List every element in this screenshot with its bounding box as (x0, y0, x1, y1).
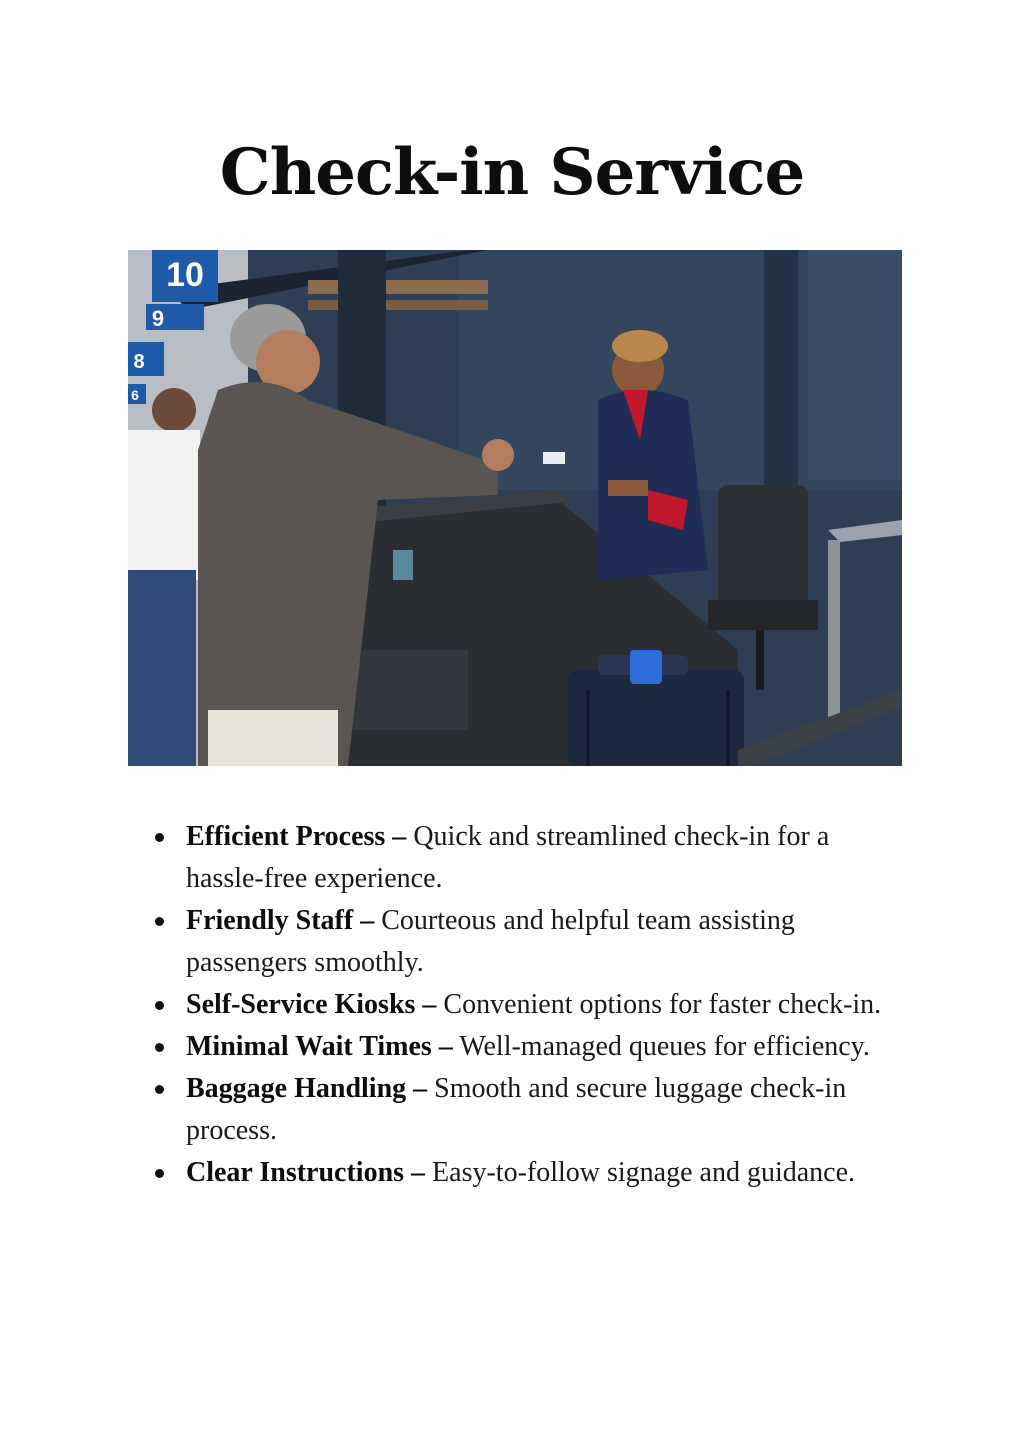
feature-term: Efficient Process – (186, 821, 407, 852)
bullet-icon (155, 833, 164, 842)
gate-sign-number: 8 (133, 351, 145, 373)
bullet-icon (155, 1169, 164, 1178)
list-item (150, 1026, 910, 1068)
feature-description: Courteous and helpful team assisting passengers smoothly. (186, 905, 795, 978)
gate-sign-6 (128, 384, 146, 404)
feature-description: Well-managed queues for efficiency. (459, 1031, 870, 1062)
feature-term: Minimal Wait Times – (186, 1031, 453, 1062)
check-in-counter-photo (128, 250, 902, 766)
list-item (150, 1152, 910, 1194)
list-item (150, 1068, 910, 1152)
feature-list (150, 816, 910, 1194)
gate-sign-number: 10 (166, 256, 204, 294)
list-item (150, 900, 910, 984)
bullet-icon (155, 1043, 164, 1052)
feature-term: Self-Service Kiosks – (186, 989, 437, 1020)
feature-term: Friendly Staff – (186, 905, 375, 936)
bullet-icon (155, 1085, 164, 1094)
feature-description: Quick and streamlined check-in for a hassle-free experience. (186, 821, 830, 894)
gate-sign-number: 9 (151, 306, 165, 331)
gate-sign-10 (152, 250, 218, 302)
gate-sign-9 (146, 304, 204, 331)
boarding-pass (543, 452, 565, 464)
background-passenger (128, 388, 200, 766)
feature-description: Smooth and secure luggage check-in process. (186, 1073, 847, 1146)
feature-description: Convenient options for faster check-in. (443, 989, 882, 1020)
bullet-icon (155, 917, 164, 926)
list-item (150, 984, 910, 1026)
gate-sign-8 (128, 342, 164, 376)
feature-description: Easy-to-follow signage and guidance. (432, 1157, 856, 1188)
feature-term: Clear Instructions – (186, 1157, 426, 1188)
page-title: Check-in Service (219, 135, 805, 210)
bullet-icon (155, 1001, 164, 1010)
feature-term: Baggage Handling – (186, 1073, 428, 1104)
list-item (150, 816, 910, 900)
gate-sign-number: 6 (131, 387, 139, 403)
